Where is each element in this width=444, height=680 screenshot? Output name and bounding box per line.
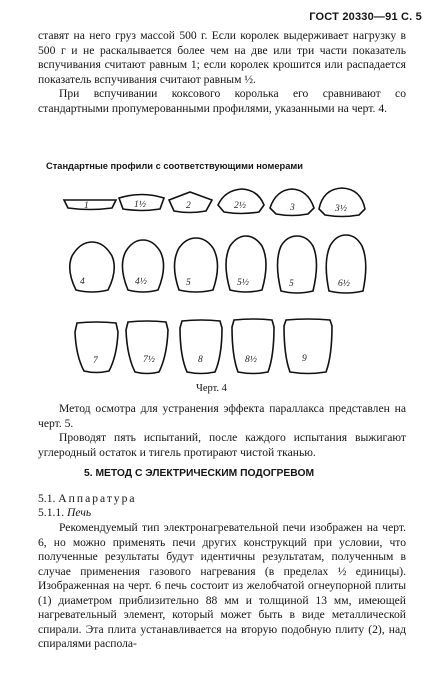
subsection-number: 5.1. <box>38 492 56 505</box>
label-2: 2 <box>186 201 191 211</box>
profile-row-3 <box>75 319 332 374</box>
profile-7-5 <box>126 321 168 374</box>
profile-8-5 <box>232 319 274 374</box>
profile-9 <box>284 319 332 374</box>
label-7-5: 7½ <box>143 355 155 365</box>
label-2-5: 2½ <box>234 201 246 211</box>
after-figure-block <box>38 402 406 460</box>
profile-5 <box>175 238 218 292</box>
section-body: Рекомендуемый тип электронагревательной печи изображен на черт. 6, но можно применять печи других конструкций при условии, что полученные результаты будут идентичны результатам, полученным в случае применения газового нагревания (в пределах ½ единицы). Изображенная на черт. 6 печь состоит из желобчатой огнеупорной плиты (1) диаметром приблизительно 88 мм и толщиной 13 мм, имеющей нагревательный элемент, который может быть в виде металлической спирали. Эта плита устанавливается на вторую подобную плиту (2), над спиралями распола- <box>38 521 406 650</box>
page-header: ГОСТ 20330—91 С. 5 <box>309 11 422 23</box>
label-4: 4 <box>80 277 85 287</box>
label-4-5: 4½ <box>135 277 147 287</box>
label-5: 5 <box>186 278 191 288</box>
subsubsection-number: 5.1.1. <box>38 506 65 519</box>
profile-4 <box>70 242 115 292</box>
label-1-5: 1½ <box>134 200 146 210</box>
label-6-5: 6½ <box>338 279 350 289</box>
label-5b: 5 <box>289 279 294 289</box>
section-body-block <box>38 521 406 652</box>
section-title: 5. МЕТОД С ЭЛЕКТРИЧЕСКИМ ПОДОГРЕВОМ <box>84 468 315 479</box>
subsection-heading-furnace <box>38 506 91 519</box>
label-3: 3 <box>290 203 295 213</box>
profile-8 <box>180 320 222 374</box>
profile-row-1 <box>64 188 365 217</box>
subsection-label: Аппаратура <box>58 492 137 505</box>
label-9: 9 <box>302 354 307 364</box>
profile-6 <box>278 236 317 293</box>
label-1: 1 <box>84 201 89 211</box>
figure-caption: Черт. 4 <box>196 383 227 394</box>
label-3-5: 3½ <box>335 204 347 214</box>
intro-paragraph-2: При вспучивании коксового королька его сравнивают со стандартными пропумерованными профилями, указанными на черт. 4. <box>38 87 406 115</box>
label-8-5: 8½ <box>245 355 257 365</box>
figure-title: Стандартные профили с соответствующими номерами <box>46 161 303 171</box>
profile-1 <box>64 200 116 210</box>
after-paragraph-1: Метод осмотра для устранения эффекта параллакса представлен на черт. 5. <box>38 402 406 430</box>
label-7: 7 <box>93 356 98 366</box>
subsection-heading-apparatus <box>38 492 137 505</box>
intro-paragraph-1: ставят на него груз массой 500 г. Если королек выдерживает нагрузку в 500 г и не раскалывается более чем на две или три части показатель вспучивания считают равным 1; если королек крошится или распадается показатель вспучивания считают равным ½. <box>38 29 406 86</box>
profile-row-2 <box>70 235 366 293</box>
label-8: 8 <box>198 355 203 365</box>
subsubsection-label: Печь <box>67 506 92 519</box>
after-paragraph-2: Проводят пять испытаний, после каждого испытания выжигают углеродный остаток и тигель протирают чистой тканью. <box>38 431 406 459</box>
label-5-5: 5½ <box>237 278 249 288</box>
